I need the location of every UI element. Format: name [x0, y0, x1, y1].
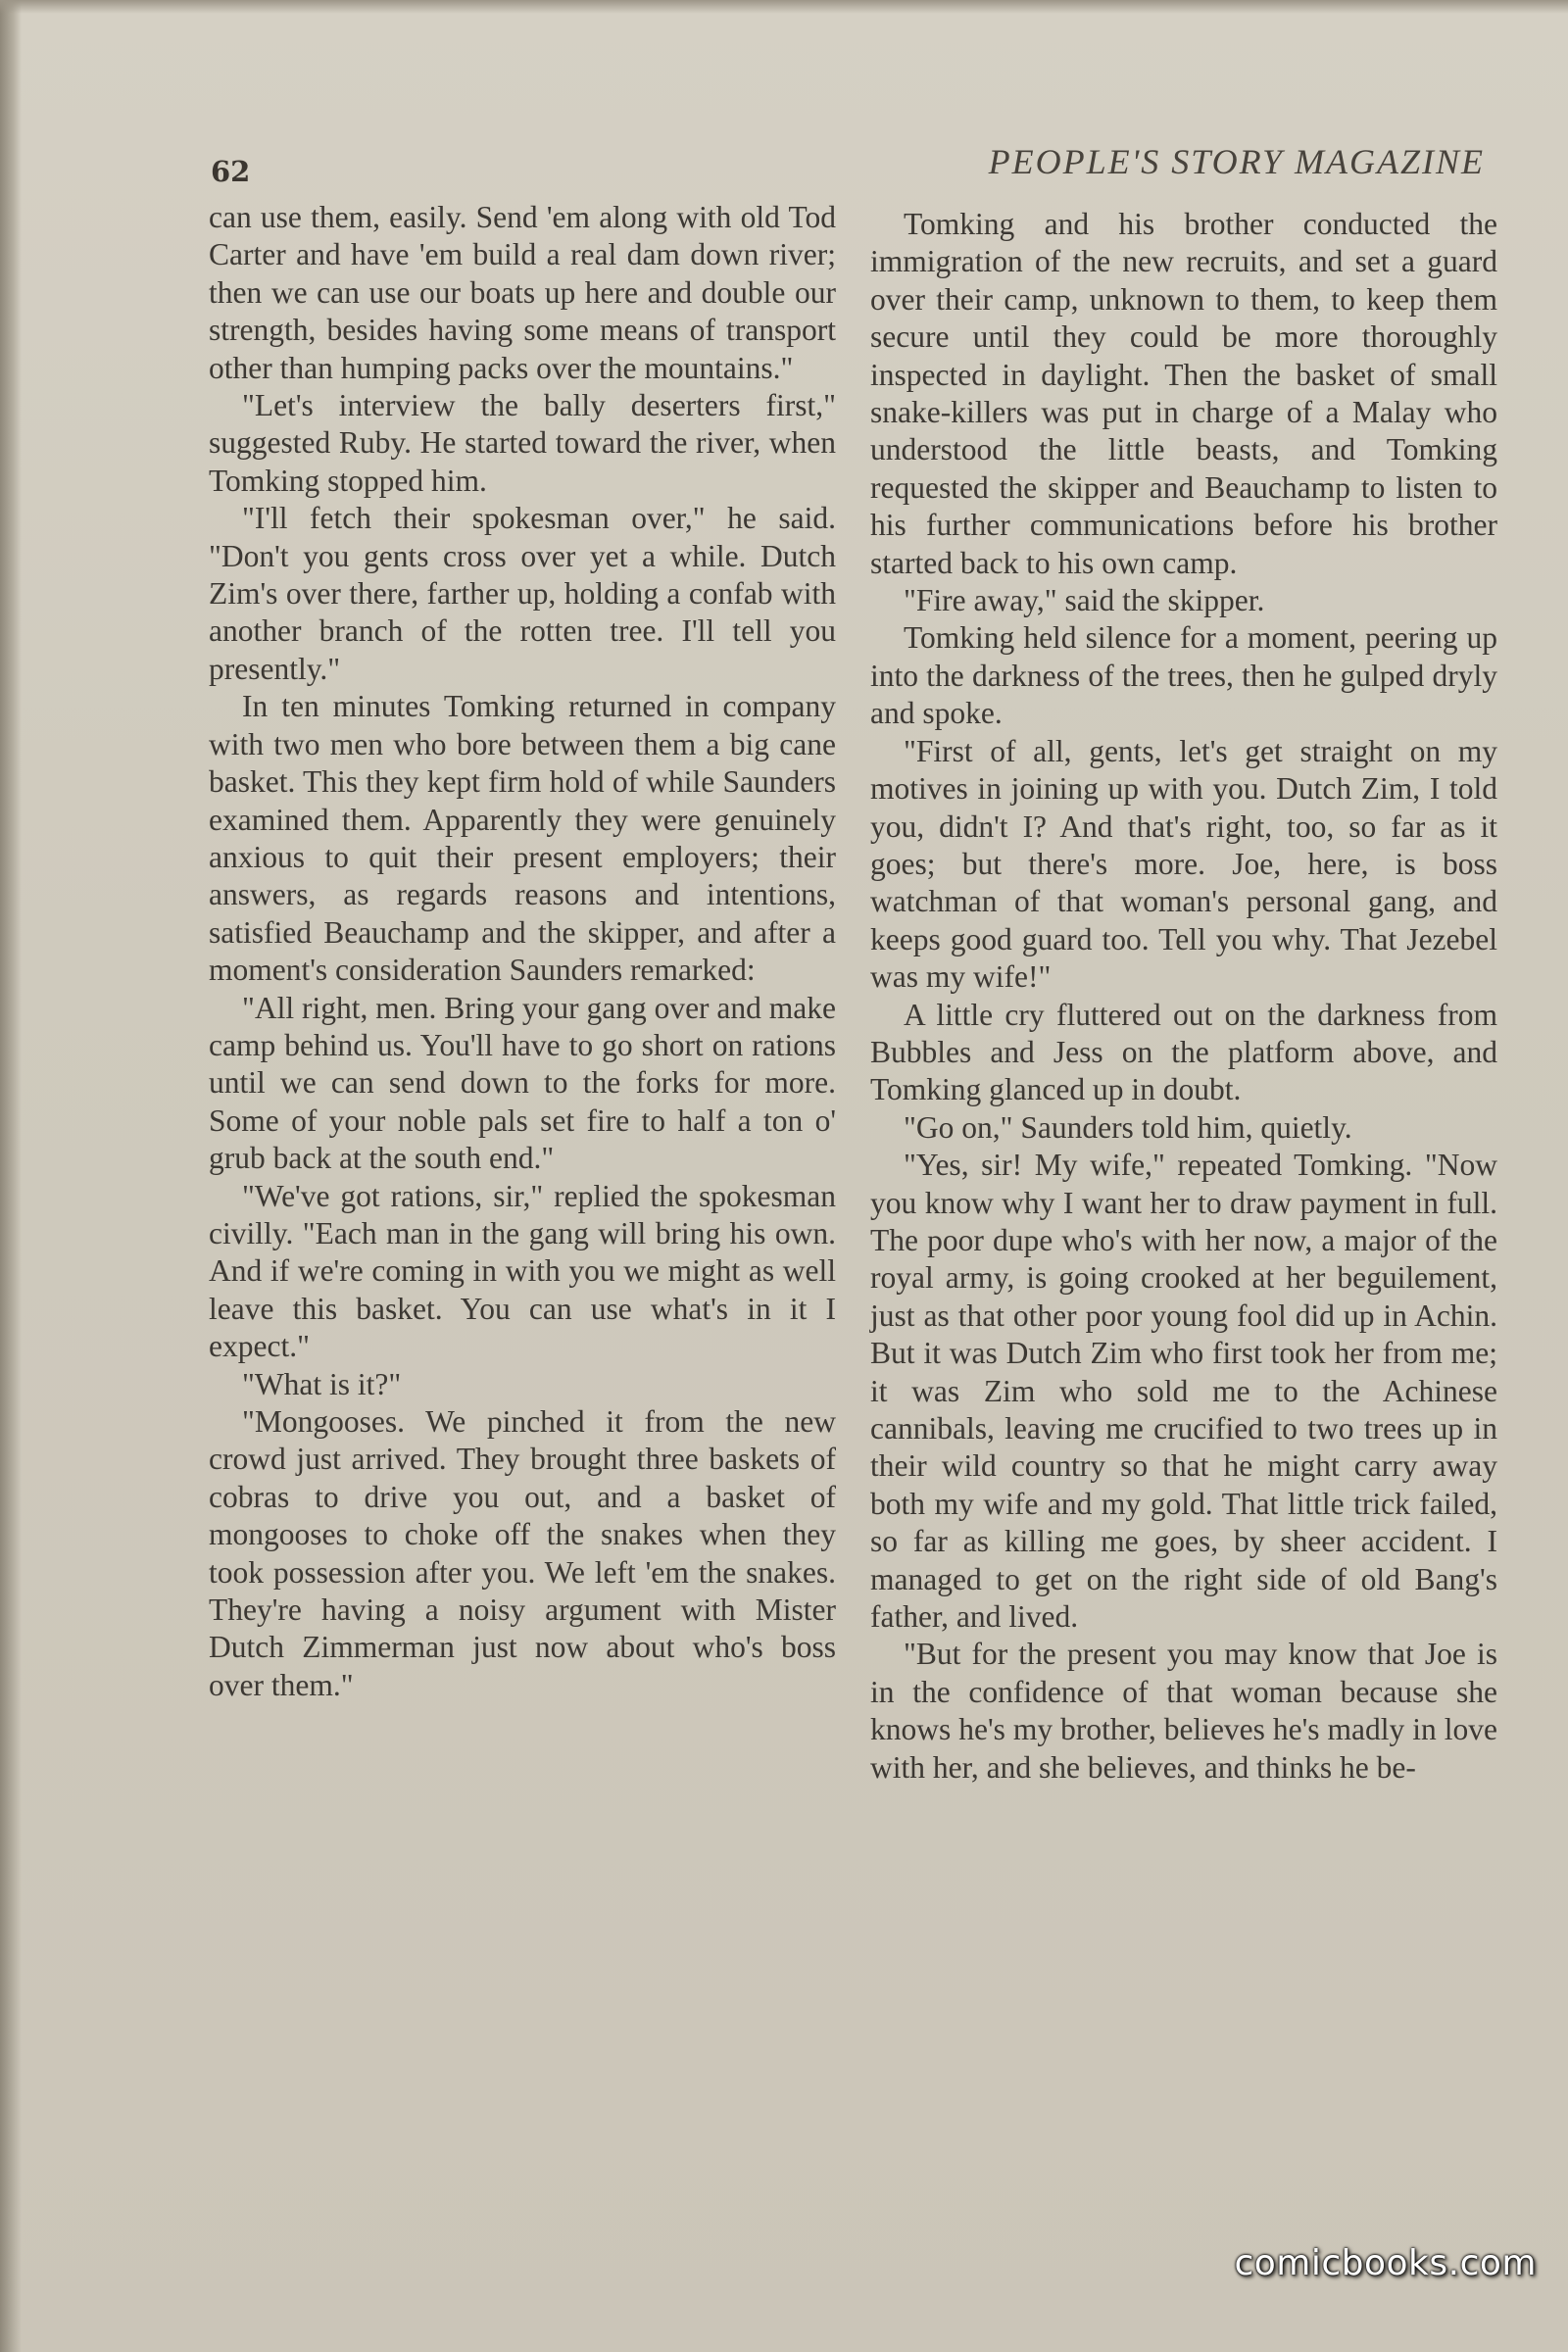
paragraph: "Let's interview the bally deserters first," suggested Ruby. He started toward the river, when Tomking stopped him. [209, 388, 836, 498]
left-column [209, 199, 836, 1704]
paragraph: Tomking held silence for a moment, peering up into the darkness of the trees, then he gulped dryly and spoke. [870, 620, 1497, 731]
paragraph: "Fire away," said the skipper. [904, 583, 1265, 618]
paragraph: In ten minutes Tomking returned in company with two men who bore between them a big cane basket. This they kept firm hold of while Saunders examined them. Apparently they were genuinely anxious to quit their present employers; their answers, as regards reasons and intentions, satisfied Beauchamp and the skipper, and after a moment's consideration Saunders remarked: [209, 689, 836, 988]
paragraph: "Go on," Saunders told him, quietly. [904, 1109, 1352, 1145]
paragraph: A little cry fluttered out on the darkness from Bubbles and Jess on the platform above, and Tomking glanced up in doubt. [870, 997, 1497, 1107]
magazine-title: PEOPLE'S STORY MAGAZINE [988, 142, 1485, 181]
right-column [870, 206, 1497, 1787]
paragraph: "Mongooses. We pinched it from the new crowd just arrived. They brought three baskets of cobras to drive you out, and a basket of mongooses to choke off the snakes when they took possession after you. We left 'em the snakes. They're having a noisy argument with Mister Dutch Zimmerman just now about who's boss over them." [209, 1404, 836, 1702]
paragraph: "What is it?" [242, 1366, 402, 1401]
page-number: 62 [211, 155, 251, 188]
paragraph: "But for the present you may know that Joe is in the confidence of that woman because she knows he's my brother, believes he's madly in love with her, and she believes, and thinks he be- [870, 1637, 1497, 1785]
site-watermark: comicbooks.com [1234, 2243, 1537, 2283]
paragraph: "We've got rations, sir," replied the spokesman civilly. "Each man in the gang will bring his own. And if we're coming in with you we might as well leave this basket. You can use what's in it I expect." [209, 1178, 836, 1364]
paragraph: Tomking and his brother conducted the immigration of the new recruits, and set a guard over their camp, unknown to them, to keep them secure until they could be more thoroughly inspected in daylight. Then the basket of small snake-killers was put in charge of a Malay who understood the little beasts, and Tomking requested the skipper and Beauchamp to listen to his further communications before his brother started back to his own camp. [870, 207, 1497, 580]
paragraph: "I'll fetch their spokesman over," he said. "Don't you gents cross over yet a while. Dutch Zim's over there, farther up, holding a confab with another branch of the rotten tree. I'll tell you presently." [209, 501, 836, 686]
paragraph: "Yes, sir! My wife," repeated Tomking. "Now you know why I want her to draw payment in full. The poor dupe who's with her now, a major of the royal army, is going crooked at her beguilement, just as that other poor young fool did up in Achin. But it was Dutch Zim who first took her from me; it was Zim who sold me to the Achinese cannibals, leaving me crucified to two trees up in their wild country so that he might carry away both my wife and my gold. That little trick failed, so far as killing me goes, by sheer accident. I managed to get on the right side of old Bang's father, and lived. [870, 1148, 1497, 1635]
paragraph: can use them, easily. Send 'em along with old Tod Carter and have 'em build a real dam down river; then we can use our boats up here and double our strength, besides having some means of transport other than humping packs over the mountains." [209, 200, 836, 385]
page-header [211, 137, 1485, 186]
paragraph: "First of all, gents, let's get straight on my motives in joining up with you. Dutch Zim, I told you, didn't I? And that's right, too, so far as it goes; but there's more. Joe, here, is boss watchman of that woman's personal gang, and keeps good guard too. Tell you why. That Jezebel was my wife!" [870, 733, 1497, 995]
paragraph: "All right, men. Bring your gang over and make camp behind us. You'll have to go short on rations until we can send down to the forks for more. Some of your noble pals set fire to half a ton o' grub back at the south end." [209, 990, 836, 1176]
